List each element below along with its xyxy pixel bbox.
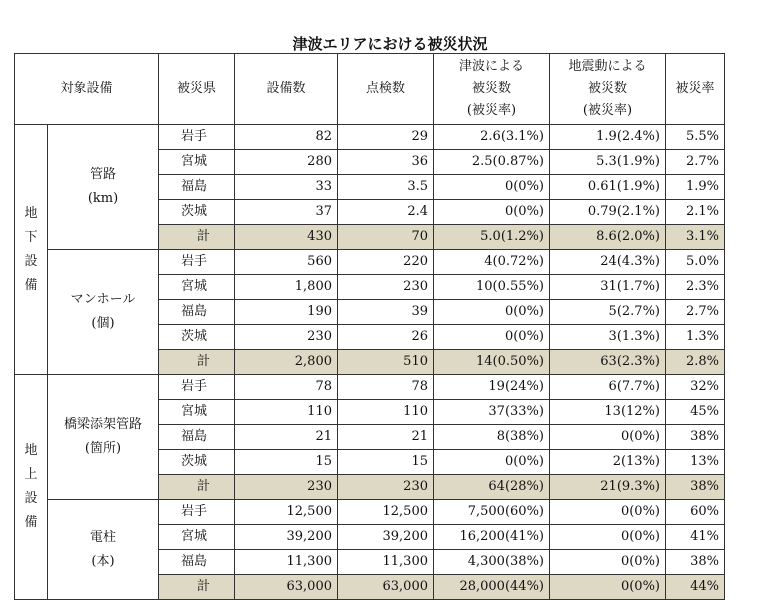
header-rate: 被災率 [666,54,725,125]
category-label [48,125,159,250]
quake-cell: 1.9(2.4%) [550,125,666,150]
count-cell: 78 [235,375,338,400]
inspected-cell: 36 [338,150,434,175]
quake-cell: 0(0%) [550,525,666,550]
group-label-char: 上 [24,467,38,482]
count-cell: 12,500 [235,500,338,525]
quake-cell: 0(0%) [550,550,666,575]
header-tsunami [434,54,550,125]
tsunami-cell: 28,000(44%) [434,575,550,600]
group-label [15,375,48,600]
category-unit: (個) [91,316,115,331]
tsunami-cell: 4,300(38%) [434,550,550,575]
count-cell: 110 [235,400,338,425]
quake-cell: 63(2.3%) [550,350,666,375]
prefecture-cell: 岩手 [159,500,235,525]
table-row [15,125,725,150]
tsunami-cell: 37(33%) [434,400,550,425]
group-label-char: 備 [24,277,38,293]
quake-cell: 13(12%) [550,400,666,425]
quake-cell: 0(0%) [550,575,666,600]
count-cell: 15 [235,450,338,475]
group-label-char: 設 [24,253,38,269]
inspected-cell: 29 [338,125,434,150]
prefecture-cell: 宮城 [159,525,235,550]
count-cell: 39,200 [235,525,338,550]
prefecture-cell: 福島 [159,300,235,325]
rate-cell: 2.8% [666,350,725,375]
quake-cell: 0(0%) [550,425,666,450]
category-label [48,375,159,500]
inspected-cell: 39 [338,300,434,325]
inspected-cell: 230 [338,475,434,500]
quake-cell: 24(4.3%) [550,250,666,275]
rate-cell: 32% [666,375,725,400]
count-cell: 560 [235,250,338,275]
rate-cell: 2.3% [666,275,725,300]
table-row [15,500,725,525]
quake-cell: 6(7.7%) [550,375,666,400]
tsunami-cell: 0(0%) [434,325,550,350]
rate-cell: 2.1% [666,200,725,225]
category-label [48,500,159,600]
prefecture-cell: 宮城 [159,275,235,300]
table-body [15,125,725,600]
table-row [15,375,725,400]
table-row [15,250,725,275]
rate-cell: 1.3% [666,325,725,350]
tsunami-cell: 2.5(0.87%) [434,150,550,175]
inspected-cell: 39,200 [338,525,434,550]
inspected-cell: 70 [338,225,434,250]
quake-cell: 0.61(1.9%) [550,175,666,200]
inspected-cell: 110 [338,400,434,425]
quake-cell: 0.79(2.1%) [550,200,666,225]
count-cell: 230 [235,475,338,500]
quake-cell: 5.3(1.9%) [550,150,666,175]
category-label [48,250,159,375]
header-facility: 対象設備 [15,54,159,125]
prefecture-cell: 茨城 [159,325,235,350]
inspected-cell: 220 [338,250,434,275]
category-name: 電柱 [89,529,116,545]
count-cell: 430 [235,225,338,250]
count-cell: 1,800 [235,275,338,300]
rate-cell: 45% [666,400,725,425]
group-label [15,125,48,375]
inspected-cell: 3.5 [338,175,434,200]
tsunami-cell: 0(0%) [434,175,550,200]
prefecture-cell: 福島 [159,425,235,450]
prefecture-cell: 茨城 [159,200,235,225]
category-name: 管路 [89,167,116,182]
prefecture-cell: 福島 [159,175,235,200]
header-quake-line1: 地震動による [568,59,647,74]
tsunami-cell: 14(0.50%) [434,350,550,375]
header-tsunami-line2: 被災数 [471,81,511,96]
group-label-char: 下 [24,229,38,245]
header-quake-line3: (被災率) [582,103,633,118]
group-label-char: 備 [24,515,38,530]
table-title: 津波エリアにおける被災状況 [292,35,488,53]
count-cell: 82 [235,125,338,150]
prefecture-cell: 福島 [159,550,235,575]
rate-cell: 44% [666,575,725,600]
prefecture-cell: 宮城 [159,150,235,175]
rate-cell: 13% [666,450,725,475]
inspected-cell: 2.4 [338,200,434,225]
rate-cell: 38% [666,475,725,500]
inspected-cell: 63,000 [338,575,434,600]
rate-cell: 2.7% [666,150,725,175]
tsunami-cell: 10(0.55%) [434,275,550,300]
category-unit: (本) [91,553,115,569]
inspected-cell: 230 [338,275,434,300]
tsunami-cell: 4(0.72%) [434,250,550,275]
prefecture-cell: 岩手 [159,375,235,400]
quake-cell: 21(9.3%) [550,475,666,500]
tsunami-cell: 5.0(1.2%) [434,225,550,250]
quake-cell: 5(2.7%) [550,300,666,325]
count-cell: 190 [235,300,338,325]
prefecture-cell: 茨城 [159,450,235,475]
group-label-char: 地 [24,443,38,458]
rate-cell: 38% [666,550,725,575]
tsunami-cell: 8(38%) [434,425,550,450]
prefecture-cell: 計 [159,575,235,600]
prefecture-cell: 計 [159,350,235,375]
tsunami-cell: 16,200(41%) [434,525,550,550]
header-tsunami-line1: 津波による [458,59,524,74]
category-unit: (km) [87,191,119,206]
quake-cell: 0(0%) [550,500,666,525]
rate-cell: 2.7% [666,300,725,325]
rate-cell: 1.9% [666,175,725,200]
category-name: 橋梁添架管路 [63,417,142,432]
header-quake [550,54,666,125]
count-cell: 37 [235,200,338,225]
count-cell: 230 [235,325,338,350]
header-prefecture: 被災県 [159,54,235,125]
tsunami-cell: 19(24%) [434,375,550,400]
inspected-cell: 26 [338,325,434,350]
quake-cell: 31(1.7%) [550,275,666,300]
prefecture-cell: 岩手 [159,250,235,275]
count-cell: 33 [235,175,338,200]
header-inspected: 点検数 [338,54,434,125]
inspected-cell: 15 [338,450,434,475]
group-label-char: 設 [24,491,38,506]
rate-cell: 5.5% [666,125,725,150]
group-label-char: 地 [24,205,38,221]
header-quake-line2: 被災数 [587,81,627,96]
damage-table [14,53,725,600]
header-tsunami-line3: (被災率) [466,103,517,118]
category-name: マンホール [70,292,136,307]
inspected-cell: 12,500 [338,500,434,525]
tsunami-cell: 0(0%) [434,300,550,325]
count-cell: 11,300 [235,550,338,575]
inspected-cell: 21 [338,425,434,450]
tsunami-cell: 0(0%) [434,200,550,225]
inspected-cell: 11,300 [338,550,434,575]
prefecture-cell: 計 [159,475,235,500]
header-row [15,54,725,125]
quake-cell: 8.6(2.0%) [550,225,666,250]
quake-cell: 2(13%) [550,450,666,475]
rate-cell: 5.0% [666,250,725,275]
prefecture-cell: 岩手 [159,125,235,150]
rate-cell: 38% [666,425,725,450]
rate-cell: 60% [666,500,725,525]
count-cell: 2,800 [235,350,338,375]
header-count: 設備数 [235,54,338,125]
quake-cell: 3(1.3%) [550,325,666,350]
count-cell: 63,000 [235,575,338,600]
rate-cell: 3.1% [666,225,725,250]
category-unit: (箇所) [84,441,122,456]
inspected-cell: 78 [338,375,434,400]
prefecture-cell: 計 [159,225,235,250]
count-cell: 280 [235,150,338,175]
tsunami-cell: 2.6(3.1%) [434,125,550,150]
tsunami-cell: 64(28%) [434,475,550,500]
count-cell: 21 [235,425,338,450]
rate-cell: 41% [666,525,725,550]
tsunami-cell: 7,500(60%) [434,500,550,525]
tsunami-cell: 0(0%) [434,450,550,475]
inspected-cell: 510 [338,350,434,375]
prefecture-cell: 宮城 [159,400,235,425]
